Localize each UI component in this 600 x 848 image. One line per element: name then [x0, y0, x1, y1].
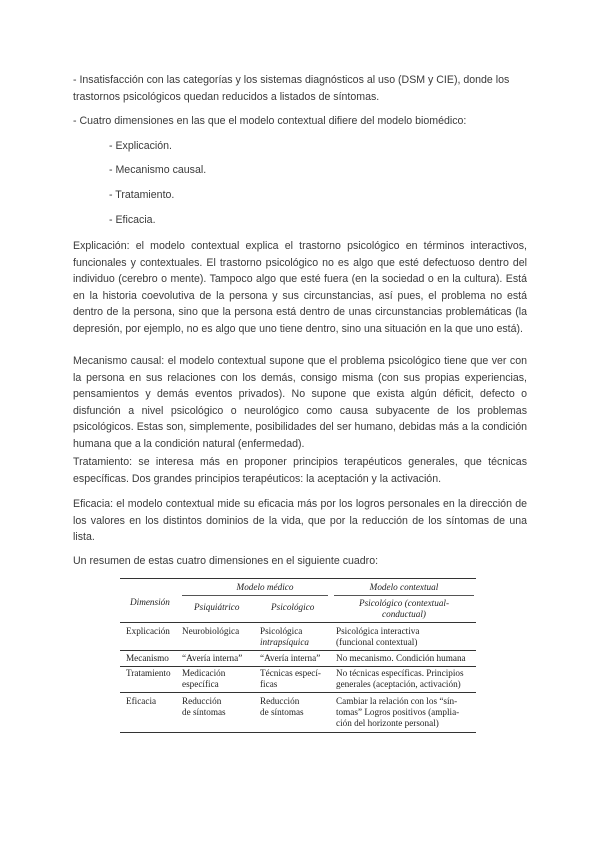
header-psicologico: Psicológico — [271, 602, 315, 612]
cell-explicacion-contextual-1: Psicológica interactiva — [336, 626, 420, 636]
row-rule-1 — [120, 650, 476, 651]
cell-explicacion-psicologico-2: intrapsíquica — [260, 637, 310, 647]
cell-eficacia-contextual-2: tomas” Logros positivos (amplia- — [336, 707, 460, 717]
list-item-tratamiento: - Tratamiento. — [109, 189, 175, 201]
row-dimension-mecanismo: Mecanismo — [126, 653, 169, 663]
cell-tratamiento-psicologico-1: Técnicas especí- — [260, 668, 321, 678]
cell-eficacia-psicologico-1: Reducción — [260, 696, 300, 706]
cell-tratamiento-contextual-1: No técnicas específicas. Principios — [336, 668, 464, 678]
header-medico-underline — [182, 595, 328, 596]
cell-tratamiento-psicologico-2: ficas — [260, 679, 278, 689]
cell-eficacia-psiquiatrico-1: Reducción — [182, 696, 222, 706]
cell-mecanismo-psiquiatrico: “Avería interna” — [182, 653, 243, 663]
list-item-explicacion: - Explicación. — [109, 140, 172, 152]
paragraph-explicacion: Explicación: el modelo contextual explica el trastorno psicológico en términos interactivos, funcionales y contextuales. El trastorno psicológico no es algo que esté defectuoso dentro del individuo (cerebro o mente). Tampoco algo que esté fuera (en la sociedad o en la cultura). Está en la historia coevolutiva de la persona y sus circunstancias, así pues, el problema no está dentro de la persona, sino que la persona está dentro de unas circunstancias problemáticas (la depresión, por ejemplo, no es algo que uno tiene dentro, sino una situación en la que uno está). — [73, 240, 527, 335]
row-rule-3 — [120, 692, 476, 693]
header-psicologico-contextual-line2: conductual) — [382, 609, 426, 619]
cell-eficacia-contextual-1: Cambiar la relación con los “sín- — [336, 696, 458, 706]
paragraph-mecanismo-causal: Mecanismo causal: el modelo contextual supone que el problema psicológico tiene que ver con la persona en sus relaciones con los demás, consigo misma (con sus propias experiencias, pensamientos y demás eventos privados). No supone que exista algún déficit, defecto o disfunción a nivel psicológico o neurológico como causa subyacente de los problemas psicológicos. Estas son, simplemente, posibilidades del ser humano, debidas más a la condición humana que a la condición natural (enfermedad). — [73, 355, 527, 450]
bullet-insatisfaccion: - Insatisfacción con las categorías y los sistemas diagnósticos al uso (DSM y CIE), donde los trastornos psicológicos quedan reducidos a listados de síntomas. — [73, 74, 510, 103]
header-psicologico-contextual-line1: Psicológico (contextual- — [358, 598, 450, 608]
header-psiquiatrico: Psiquiátrico — [194, 602, 240, 612]
cell-eficacia-contextual-3: ción del horizonte personal) — [336, 718, 439, 728]
row-dimension-tratamiento: Tratamiento — [126, 668, 171, 678]
header-rule — [120, 622, 476, 623]
cell-explicacion-psicologico-1: Psicológica — [260, 626, 303, 636]
paragraph-tratamiento: Tratamiento: se interesa más en proponer principios terapéuticos generales, que técnicas específicas. Dos grandes principios terapéuticos: la aceptación y la activación. — [73, 456, 527, 485]
paragraph-resumen: Un resumen de estas cuatro dimensiones en el siguiente cuadro: — [73, 555, 379, 567]
table-top-rule — [120, 578, 476, 579]
row-rule-2 — [120, 666, 476, 667]
cell-eficacia-psicologico-2: de síntomas — [260, 707, 304, 717]
cell-eficacia-psiquiatrico-2: de síntomas — [182, 707, 226, 717]
row-dimension-explicacion: Explicación — [126, 626, 170, 636]
header-dimension: Dimensión — [130, 597, 170, 607]
header-modelo-contextual: Modelo contextual — [369, 582, 439, 592]
cell-tratamiento-psiquiatrico-1: Medicación — [182, 668, 226, 678]
cell-mecanismo-psicologico: “Avería interna” — [260, 653, 321, 663]
table-bottom-rule — [120, 732, 476, 733]
cell-explicacion-contextual-2: (funcional contextual) — [336, 637, 418, 647]
cell-tratamiento-psiquiatrico-2: específica — [182, 679, 219, 689]
cell-mecanismo-contextual: No mecanismo. Condición humana — [336, 653, 466, 663]
paragraph-eficacia: Eficacia: el modelo contextual mide su eficacia más por los logros personales en la dirección de los valores en los distintos dominios de la vida, que por la reducción de los síntomas de una lista. — [73, 498, 527, 543]
list-item-eficacia: - Eficacia. — [109, 214, 156, 226]
row-dimension-eficacia: Eficacia — [126, 696, 157, 706]
header-contextual-underline — [334, 595, 474, 596]
bullet-cuatro-dimensiones: - Cuatro dimensiones en las que el modelo contextual difiere del modelo biomédico: — [73, 115, 467, 127]
cell-explicacion-psiquiatrico: Neurobiológica — [182, 626, 240, 636]
header-modelo-medico: Modelo médico — [236, 582, 294, 592]
cell-tratamiento-contextual-2: generales (aceptación, activación) — [336, 679, 461, 689]
list-item-mecanismo: - Mecanismo causal. — [109, 164, 207, 176]
